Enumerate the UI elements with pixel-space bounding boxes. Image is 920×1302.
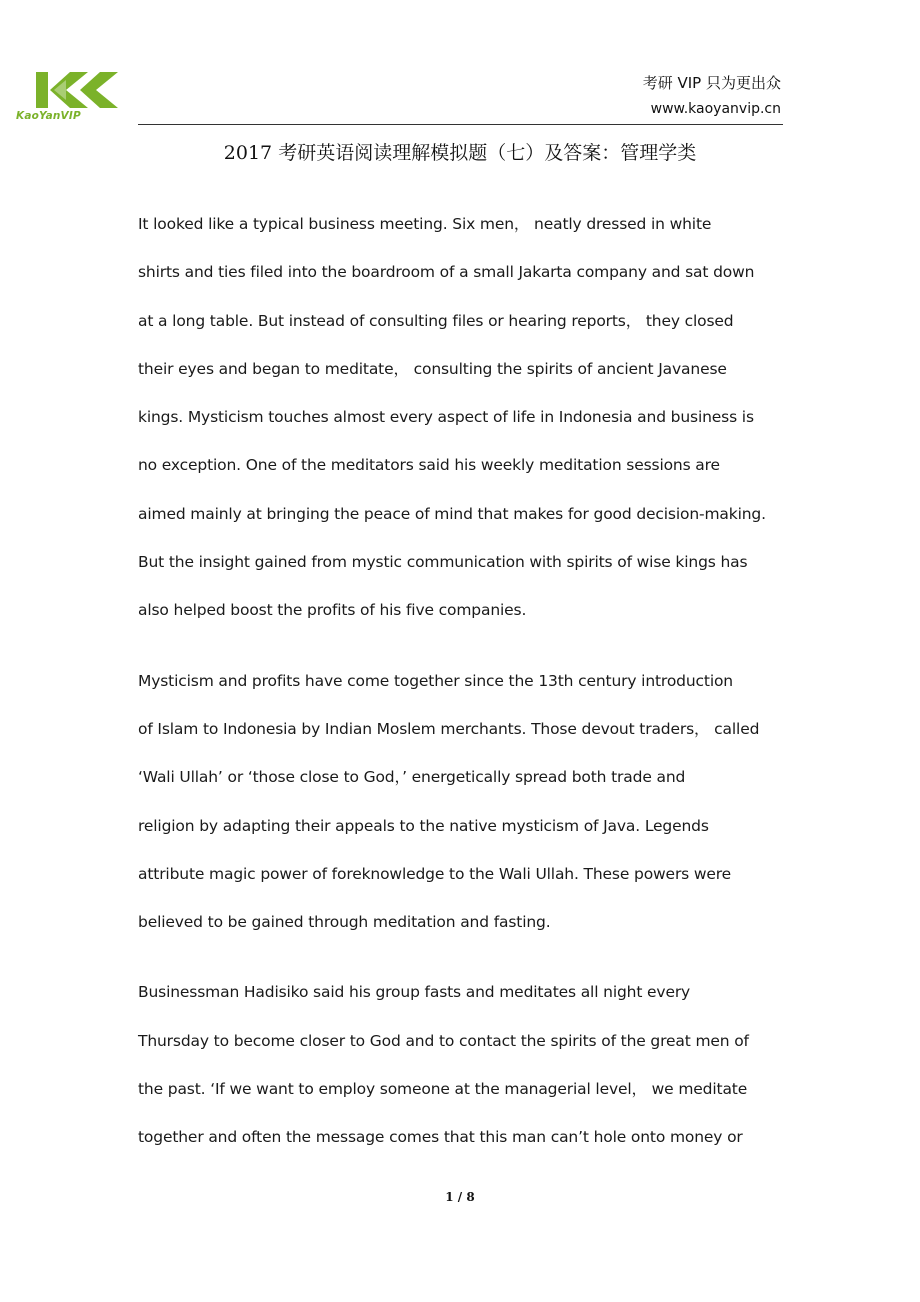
document-title: 2017 考研英语阅读理解模拟题（七）及答案：管理学类 <box>223 142 697 164</box>
kaoyanvip-logo <box>14 68 138 124</box>
logo-text: KaoYanVIP <box>16 110 81 122</box>
paragraph-2: Mysticism and profits have come together since the 13th century introduction of Islam to Indonesia by Indian Moslem merchants. Those devout traders， called ‘Wali Ullah’ or ‘those close to God，’ energetically spread both trade and religion by adapting their appeals to the native mysticism of Java. Legends attribute magic power of foreknowledge to the Wali Ullah. These powers were believed to be gained through meditation and fasting. <box>138 671 760 932</box>
paragraph-3: Businessman Hadisiko said his group fasts and meditates all night every Thursday to become closer to God and to contact the spirits of the great men of the past. ‘If we want to employ someone at the managerial level， we meditate together and often the message comes that this man can’t hole onto money or <box>138 983 749 1147</box>
header-url[interactable]: www.kaoyanvip.cn <box>650 101 781 117</box>
logo-chevrons-icon <box>14 68 134 112</box>
paragraph-1: It looked like a typical business meeting. Six men， neatly dressed in white shirts and ties filed into the boardroom of a small Jakarta company and sat down at a long table. But instead of consulting files or hearing reports， they closed their eyes and began to meditate， consulting the spirits of ancient Javanese kings. Mysticism touches almost every aspect of life in Indonesia and business is no exception. One of the meditators said his weekly meditation sessions are aimed mainly at bringing the peace of mind that makes for good decision-making. But the insight gained from mystic communication with spirits of wise kings has also helped boost the profits of his five companies. <box>138 215 766 620</box>
header-divider <box>138 124 783 125</box>
article-body <box>138 200 788 1184</box>
header-slogan: 考研 VIP 只为更出众 <box>642 74 781 92</box>
page-number: 1 / 8 <box>445 1190 475 1204</box>
